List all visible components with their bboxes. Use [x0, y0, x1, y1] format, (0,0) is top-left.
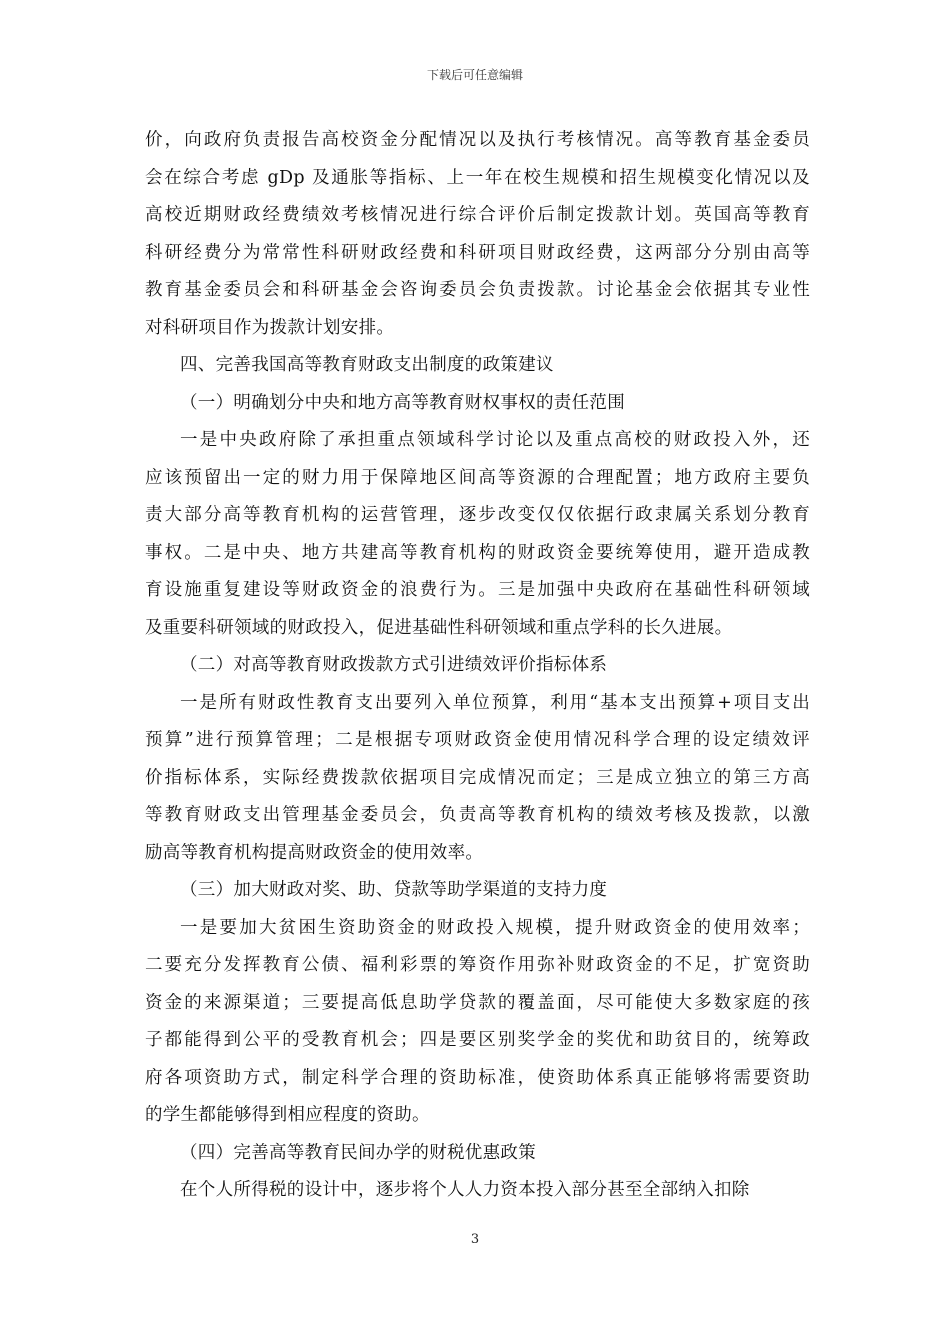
text-line: 一是中央政府除了承担重点领域科学讨论以及重点高校的财政投入外，还	[180, 430, 810, 450]
paragraph	[145, 1172, 810, 1210]
text-line: 四、完善我国高等教育财政支出制度的政策建议	[180, 355, 554, 375]
text-line: 预算”进行预算管理；二是根据专项财政资金使用情况科学合理的设定绩效评	[145, 730, 810, 750]
text-line: （一）明确划分中央和地方高等教育财权事权的责任范围	[180, 392, 625, 413]
section-heading	[145, 1135, 810, 1173]
paragraph	[145, 685, 810, 873]
section-heading	[145, 385, 810, 423]
section-heading	[145, 347, 810, 385]
text-line: 责大部分高等教育机构的运营管理，逐步改变仅仅依据行政隶属关系划分教育	[145, 505, 810, 525]
text-line: （三）加大财政对奖、助、贷款等助学渠道的支持力度	[180, 880, 608, 900]
paragraph	[145, 910, 810, 1135]
text-line: 会在综合考虑 gDp 及通胀等指标、上一年在校生规模和招生规模变化情况以及	[145, 167, 810, 188]
text-line: 及重要科研领域的财政投入，促进基础性科研领域和重点学科的长久进展。	[145, 617, 733, 638]
text-line: 高校近期财政经费绩效考核情况进行综合评价后制定拨款计划。英国高等教育	[145, 205, 810, 225]
text-line: 资金的来源渠道；三要提高低息助学贷款的覆盖面，尽可能使大多数家庭的孩	[145, 992, 810, 1013]
section-heading	[145, 872, 810, 910]
text-line: 二要充分发挥教育公债、福利彩票的筹资作用弥补财政资金的不足，扩宽资助	[145, 955, 810, 975]
text-line: 励高等教育机构提高财政资金的使用效率。	[145, 842, 484, 863]
page-number: 3	[470, 1232, 480, 1247]
text-line: 的学生都能够得到相应程度的资助。	[145, 1105, 430, 1125]
text-line: 事权。二是中央、地方共建高等教育机构的财政资金要统筹使用，避开造成教	[145, 542, 810, 563]
text-line: 价指标体系，实际经费拨款依据项目完成情况而定；三是成立独立的第三方高	[145, 767, 810, 788]
text-line: 对科研项目作为拨款计划安排。	[145, 317, 395, 338]
text-line: 子都能得到公平的受教育机会；四是要区别奖学金的奖优和助贫目的，统筹政	[145, 1030, 810, 1050]
text-line: 价，向政府负责报告高校资金分配情况以及执行考核情况。高等教育基金委员	[145, 130, 810, 150]
text-line: （四）完善高等教育民间办学的财税优惠政策	[180, 1142, 536, 1163]
document-body	[145, 122, 810, 1210]
text-line: 一是所有财政性教育支出要列入单位预算，利用“基本支出预算+项目支出	[180, 692, 810, 713]
text-line: 育设施重复建设等财政资金的浪费行为。三是加强中央政府在基础性科研领域	[145, 580, 810, 600]
text-line: （二）对高等教育财政拨款方式引进绩效评价指标体系	[180, 655, 608, 675]
text-line: 教育基金委员会和科研基金会咨询委员会负责拨款。讨论基金会依据其专业性	[145, 280, 810, 300]
text-line: 一是要加大贫困生资助资金的财政投入规模，提升财政资金的使用效率；	[180, 917, 810, 938]
paragraph	[145, 422, 810, 647]
text-line: 在个人所得税的设计中，逐步将个人人力资本投入部分甚至全部纳入扣除	[180, 1180, 750, 1200]
text-line: 科研经费分为常常性科研财政经费和科研项目财政经费，这两部分分别由高等	[145, 242, 810, 263]
text-line: 等教育财政支出管理基金委员会，负责高等教育机构的绩效考核及拨款，以激	[145, 805, 810, 825]
text-line: 应该预留出一定的财力用于保障地区间高等资源的合理配置；地方政府主要负	[145, 467, 810, 488]
paragraph	[145, 122, 810, 347]
section-heading	[145, 647, 810, 685]
page-header: 下载后可任意编辑	[426, 68, 523, 82]
text-line: 府各项资助方式，制定科学合理的资助标准，使资助体系真正能够将需要资助	[145, 1067, 810, 1088]
